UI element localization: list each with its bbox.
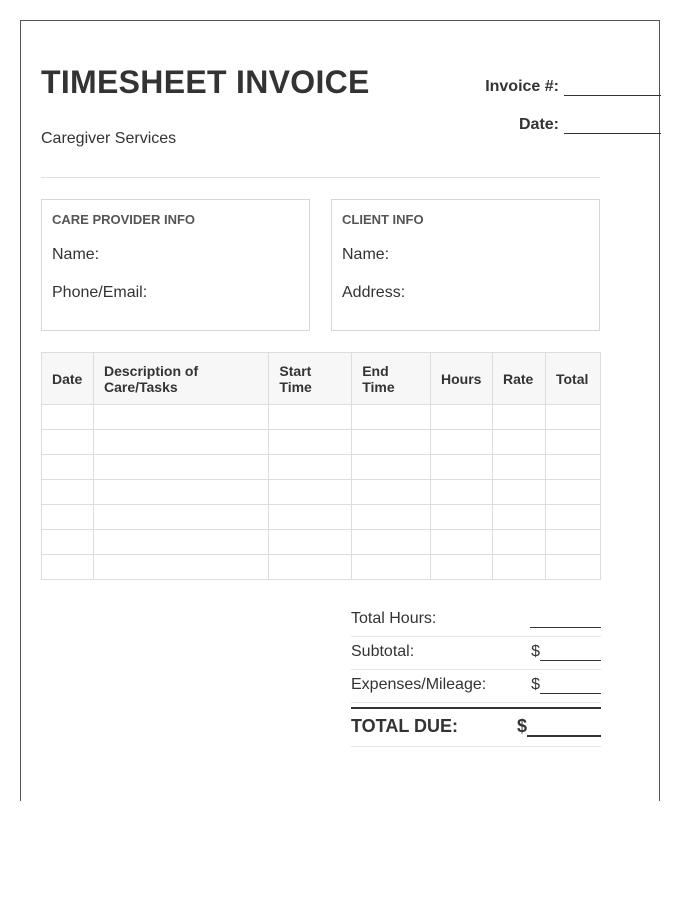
table-cell[interactable] xyxy=(42,430,94,455)
invoice-number-label: Invoice #: xyxy=(485,78,559,95)
table-cell[interactable] xyxy=(93,530,268,555)
subtotal-currency: $ xyxy=(531,643,540,660)
table-cell[interactable] xyxy=(93,480,268,505)
invoice-date-field[interactable] xyxy=(519,116,661,134)
invoice-number-field[interactable] xyxy=(485,78,661,96)
table-cell[interactable] xyxy=(545,555,600,580)
total-due-row xyxy=(351,707,601,747)
table-cell[interactable] xyxy=(42,505,94,530)
invoice-date-line[interactable] xyxy=(564,119,661,134)
total-hours-label: Total Hours: xyxy=(351,610,437,627)
invoice-date-label: Date: xyxy=(518,116,559,133)
client-info-heading: CLIENT INFO xyxy=(342,212,424,227)
table-cell[interactable] xyxy=(545,430,600,455)
client-name-field[interactable]: Name: xyxy=(342,246,390,263)
table-cell[interactable] xyxy=(352,430,431,455)
care-provider-heading: CARE PROVIDER INFO xyxy=(52,212,196,227)
client-address-field[interactable]: Address: xyxy=(342,284,406,301)
subtotal-label: Subtotal: xyxy=(351,643,415,660)
subtotal-value[interactable] xyxy=(531,643,601,661)
table-cell[interactable] xyxy=(545,530,600,555)
table-cell[interactable] xyxy=(545,455,600,480)
table-cell[interactable] xyxy=(431,430,493,455)
table-cell[interactable] xyxy=(352,405,431,430)
table-row xyxy=(42,480,601,505)
subtotal-row xyxy=(351,637,601,670)
column-header-start-time: Start Time xyxy=(269,353,352,405)
table-cell[interactable] xyxy=(492,430,545,455)
expenses-value[interactable] xyxy=(531,676,601,694)
header-divider xyxy=(41,177,600,178)
table-cell[interactable] xyxy=(269,430,352,455)
table-cell[interactable] xyxy=(492,455,545,480)
expenses-label: Expenses/Mileage: xyxy=(351,676,487,693)
table-cell[interactable] xyxy=(93,555,268,580)
total-due-label: TOTAL DUE: xyxy=(351,716,458,736)
table-cell[interactable] xyxy=(431,405,493,430)
invoice-subtitle: Caregiver Services xyxy=(41,130,177,147)
column-header-total: Total xyxy=(545,353,600,405)
table-cell[interactable] xyxy=(352,480,431,505)
table-cell[interactable] xyxy=(42,480,94,505)
invoice-title: TIMESHEET INVOICE xyxy=(41,64,370,100)
column-header-rate: Rate xyxy=(492,353,545,405)
timesheet-table xyxy=(41,352,601,580)
table-cell[interactable] xyxy=(93,505,268,530)
table-row xyxy=(42,555,601,580)
table-cell[interactable] xyxy=(431,555,493,580)
table-cell[interactable] xyxy=(269,455,352,480)
table-cell[interactable] xyxy=(492,530,545,555)
total-due-value[interactable] xyxy=(517,716,601,737)
table-cell[interactable] xyxy=(269,505,352,530)
table-cell[interactable] xyxy=(93,430,268,455)
table-cell[interactable] xyxy=(352,505,431,530)
total-due-currency: $ xyxy=(516,716,527,736)
provider-name-field[interactable]: Name: xyxy=(52,246,100,263)
expenses-currency: $ xyxy=(531,676,540,693)
total-hours-value[interactable] xyxy=(530,614,601,628)
provider-contact-field[interactable]: Phone/Email: xyxy=(52,284,148,301)
table-cell[interactable] xyxy=(431,480,493,505)
table-cell[interactable] xyxy=(492,480,545,505)
table-cell[interactable] xyxy=(492,505,545,530)
table-cell[interactable] xyxy=(492,555,545,580)
column-header-description: Description of Care/Tasks xyxy=(93,353,268,405)
table-cell[interactable] xyxy=(93,455,268,480)
table-cell[interactable] xyxy=(269,480,352,505)
table-cell[interactable] xyxy=(42,530,94,555)
table-cell[interactable] xyxy=(42,405,94,430)
totals-summary xyxy=(351,604,601,747)
client-info-box xyxy=(331,199,600,331)
table-cell[interactable] xyxy=(269,555,352,580)
column-header-date: Date xyxy=(42,353,94,405)
table-cell[interactable] xyxy=(269,405,352,430)
table-cell[interactable] xyxy=(352,455,431,480)
table-cell[interactable] xyxy=(352,555,431,580)
table-header-row xyxy=(42,353,601,405)
table-cell[interactable] xyxy=(545,405,600,430)
table-row xyxy=(42,455,601,480)
table-row xyxy=(42,430,601,455)
table-cell[interactable] xyxy=(431,455,493,480)
table-row xyxy=(42,530,601,555)
table-cell[interactable] xyxy=(431,505,493,530)
column-header-end-time: End Time xyxy=(352,353,431,405)
invoice-number-line[interactable] xyxy=(564,81,661,96)
table-cell[interactable] xyxy=(545,480,600,505)
table-cell[interactable] xyxy=(352,530,431,555)
column-header-hours: Hours xyxy=(431,353,493,405)
care-provider-info-box xyxy=(41,199,310,331)
table-row xyxy=(42,405,601,430)
table-cell[interactable] xyxy=(42,455,94,480)
table-cell[interactable] xyxy=(492,405,545,430)
table-cell[interactable] xyxy=(431,530,493,555)
table-cell[interactable] xyxy=(545,505,600,530)
table-cell[interactable] xyxy=(42,555,94,580)
total-hours-row xyxy=(351,604,601,637)
expenses-row xyxy=(351,670,601,703)
table-cell[interactable] xyxy=(269,530,352,555)
table-row xyxy=(42,505,601,530)
table-cell[interactable] xyxy=(93,405,268,430)
